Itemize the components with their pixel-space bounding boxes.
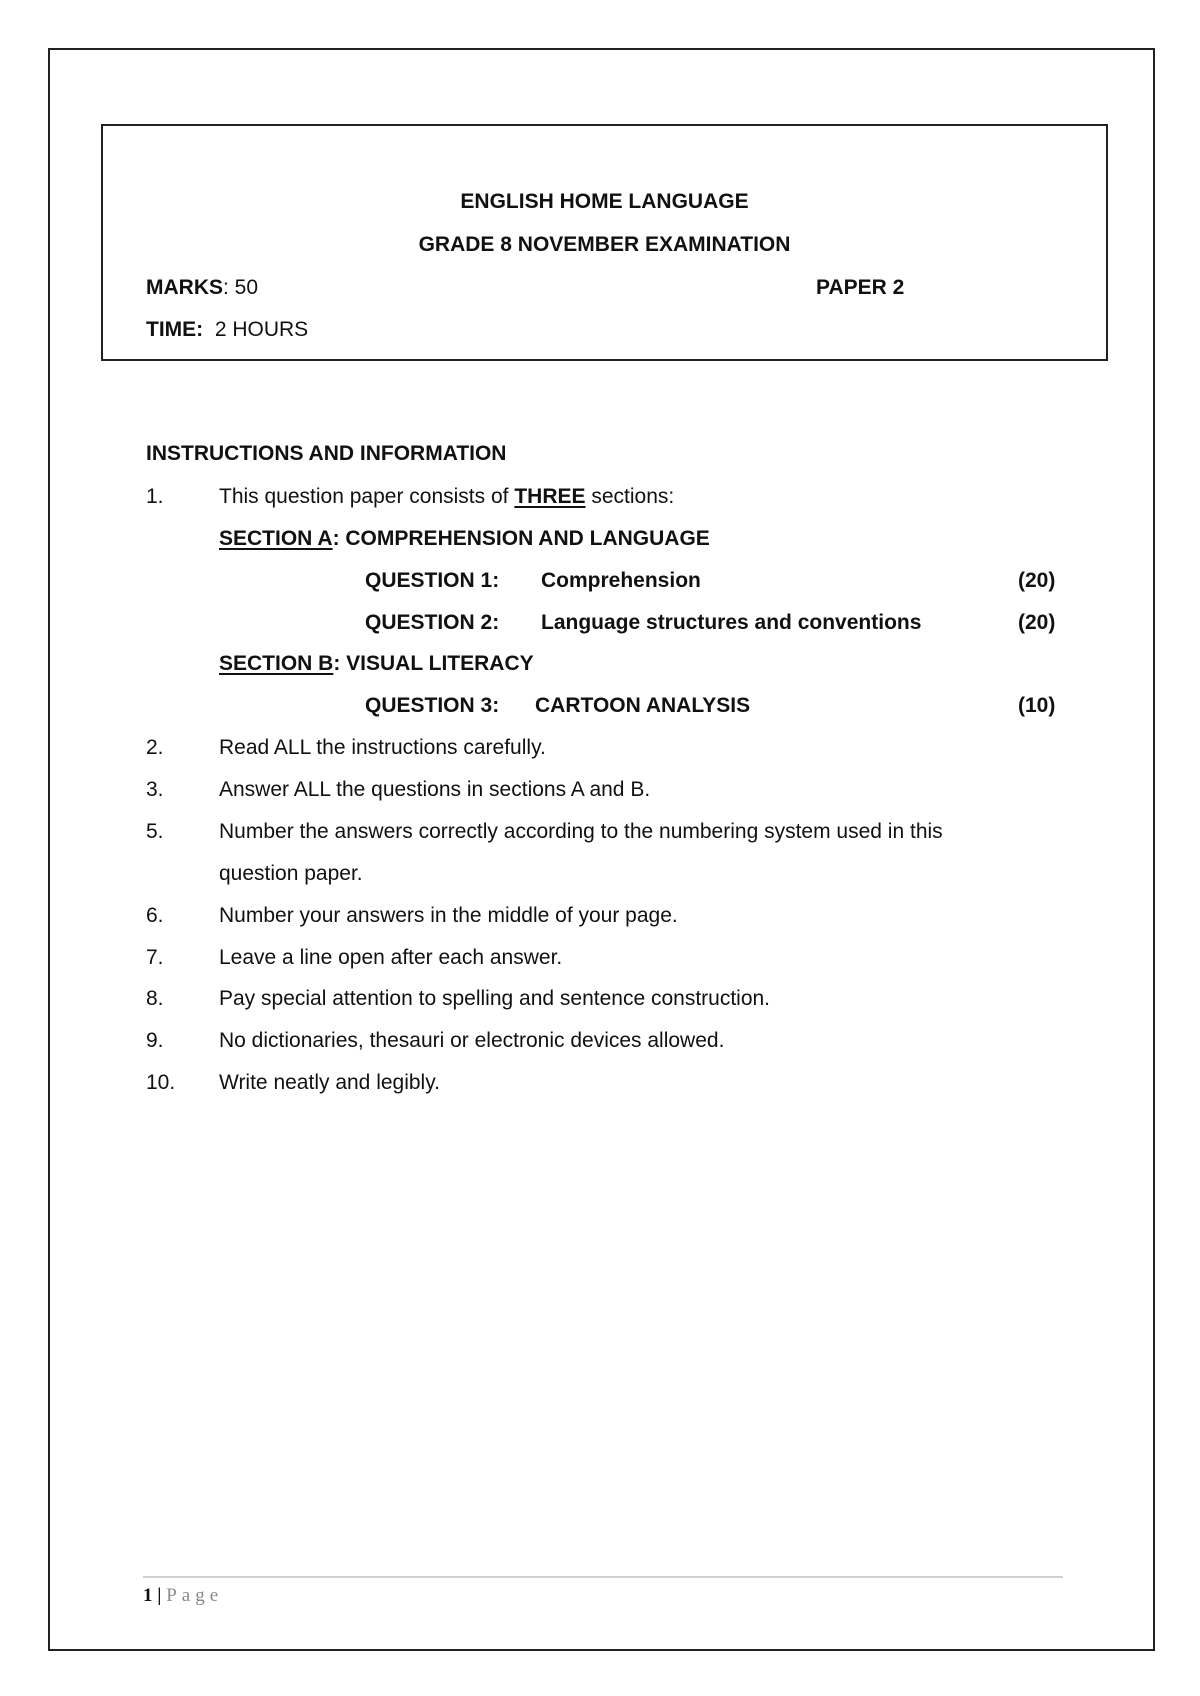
instruction-item: No dictionaries, thesauri or electronic devices allowed. [219, 1029, 725, 1052]
instruction-item: Pay special attention to spelling and sentence construction. [219, 987, 771, 1010]
exam-header-box [101, 124, 1108, 361]
instruction-item [219, 484, 674, 510]
paper-number: PAPER 2 [816, 276, 905, 299]
question-3-marks: (10) [1018, 694, 1056, 717]
exam-title: GRADE 8 NOVEMBER EXAMINATION [418, 233, 791, 256]
question-1-topic: Comprehension [541, 569, 701, 592]
section-b-heading [219, 651, 534, 677]
item-number: 10. [146, 1071, 176, 1094]
instruction-item-continued: question paper. [219, 862, 363, 885]
subject-title: ENGLISH HOME LANGUAGE [460, 190, 749, 213]
item-number: 7. [146, 946, 164, 969]
page-number: 1 [143, 1585, 153, 1606]
item-number: 8. [146, 987, 164, 1010]
item-text: sections: [585, 485, 675, 508]
time-label: TIME: [146, 318, 204, 341]
marks-line [146, 275, 258, 301]
instruction-item: Number the answers correctly according to the numbering system used in this [219, 820, 943, 843]
question-2-topic: Language structures and conventions [541, 611, 922, 634]
section-b-title: : VISUAL LITERACY [333, 652, 534, 675]
page-word: Page [166, 1585, 224, 1606]
question-2-label: QUESTION 2: [365, 611, 500, 634]
section-a-heading [219, 526, 710, 552]
question-2-marks: (20) [1018, 611, 1056, 634]
item-number: 1. [146, 485, 164, 508]
footer-separator: | [157, 1585, 162, 1606]
instruction-item: Answer ALL the questions in sections A and B. [219, 778, 651, 801]
instruction-item: Write neatly and legibly. [219, 1071, 441, 1094]
instruction-item: Leave a line open after each answer. [219, 946, 563, 969]
time-value: 2 HOURS [214, 318, 309, 341]
section-a-title: : COMPREHENSION AND LANGUAGE [332, 527, 710, 550]
page-footer [143, 1584, 223, 1608]
instruction-item: Number your answers in the middle of your page. [219, 904, 678, 927]
footer-divider [143, 1576, 1063, 1578]
marks-value: : 50 [223, 276, 259, 299]
item-number: 5. [146, 820, 164, 843]
emphasis-three: THREE [514, 485, 586, 508]
item-number: 3. [146, 778, 164, 801]
instructions-title: INSTRUCTIONS AND INFORMATION [146, 442, 507, 465]
item-text: This question paper consists of [219, 485, 515, 508]
time-line [146, 317, 308, 343]
question-3-label: QUESTION 3: [365, 694, 500, 717]
question-3-topic: CARTOON ANALYSIS [535, 694, 751, 717]
item-number: 9. [146, 1029, 164, 1052]
section-a-label: SECTION A [219, 527, 333, 550]
marks-label: MARKS [146, 276, 223, 299]
instruction-item: Read ALL the instructions carefully. [219, 736, 546, 759]
section-b-label: SECTION B [219, 652, 334, 675]
item-number: 6. [146, 904, 164, 927]
question-1-marks: (20) [1018, 569, 1056, 592]
item-number: 2. [146, 736, 164, 759]
question-1-label: QUESTION 1: [365, 569, 500, 592]
